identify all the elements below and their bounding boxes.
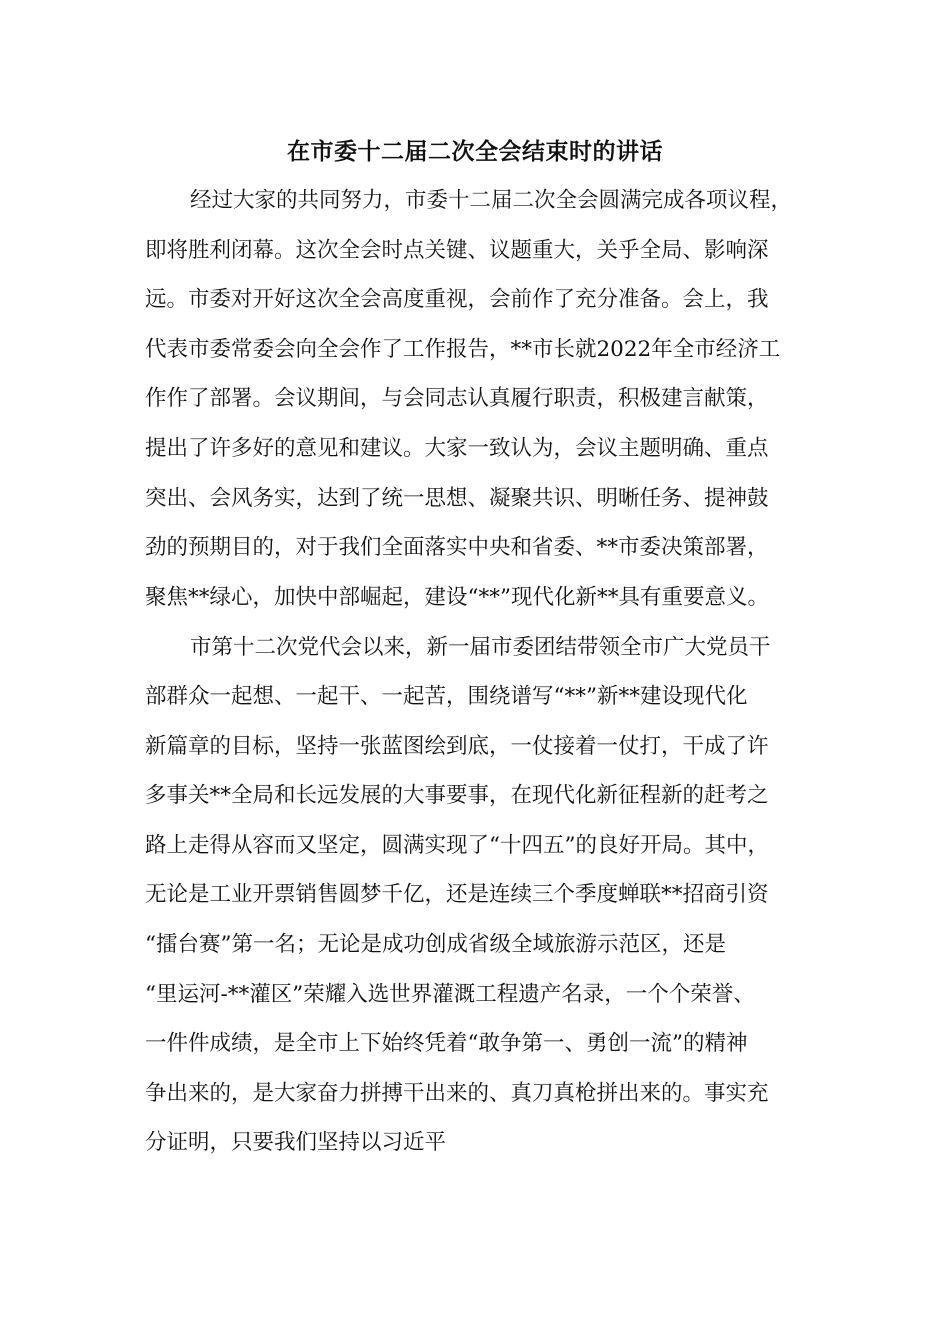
paragraph-line: 突出、会风务实，达到了统一思想、凝聚共识、明晰任务、提神鼓 bbox=[145, 486, 769, 511]
paragraph-line: 多事关**全局和长远发展的大事要事，在现代化新征程新的赶考之 bbox=[145, 783, 769, 808]
paragraph-line: 市第十二次党代会以来，新一届市委团结带领全市广大党员干 bbox=[190, 635, 771, 660]
paragraph-line: 代表市委常委会向全会作了工作报告，**市长就2022年全市经济工 bbox=[145, 337, 781, 362]
paragraph-line: “里运河-**灌区”荣耀入选世界灌溉工程遗产名录，一个个荣誉、 bbox=[145, 982, 755, 1007]
paragraph-line: 劲的预期目的，对于我们全面落实中央和省委、**市委决策部署， bbox=[145, 535, 769, 560]
paragraph-line: 一件件成绩，是全市上下始终凭着“敢争第一、勇创一流”的精神 bbox=[145, 1031, 748, 1056]
paragraph-line: 无论是工业开票销售圆梦千亿，还是连续三个季度蝉联**招商引资 bbox=[145, 882, 769, 907]
paragraph-line: 路上走得从容而又坚定，圆满实现了“十四五”的良好开局。其中， bbox=[145, 833, 769, 858]
paragraph-line: “擂台赛”第一名；无论是成功创成省级全域旅游示范区，还是 bbox=[145, 932, 726, 957]
paragraph-line: 聚焦**绿心，加快中部崛起，建设“**”现代化新**具有重要意义。 bbox=[145, 585, 769, 610]
document-title: 在市委十二届二次全会结束时的讲话 bbox=[287, 138, 663, 165]
paragraph-line: 部群众一起想、一起干、一起苦，围绕谱写“**”新**建设现代化 bbox=[145, 684, 748, 709]
paragraph-line: 作作了部署。会议期间，与会同志认真履行职责，积极建言献策， bbox=[145, 386, 769, 411]
paragraph-line: 经过大家的共同努力，市委十二届二次全会圆满完成各项议程， bbox=[190, 188, 793, 213]
paragraph-line: 分证明，只要我们坚持以习近平 bbox=[145, 1130, 447, 1155]
paragraph-line: 远。市委对开好这次全会高度重视，会前作了充分准备。会上，我 bbox=[145, 287, 769, 312]
paragraph-line: 提出了许多好的意见和建议。大家一致认为，会议主题明确、重点 bbox=[145, 436, 769, 461]
paragraph-line: 争出来的，是大家奋力拼搏干出来的、真刀真枪拼出来的。事实充 bbox=[145, 1081, 769, 1106]
paragraph-line: 新篇章的目标，坚持一张蓝图绘到底，一仗接着一仗打，干成了许 bbox=[145, 734, 769, 759]
paragraph-line: 即将胜利闭幕。这次全会时点关键、议题重大，关乎全局、影响深 bbox=[145, 238, 769, 263]
